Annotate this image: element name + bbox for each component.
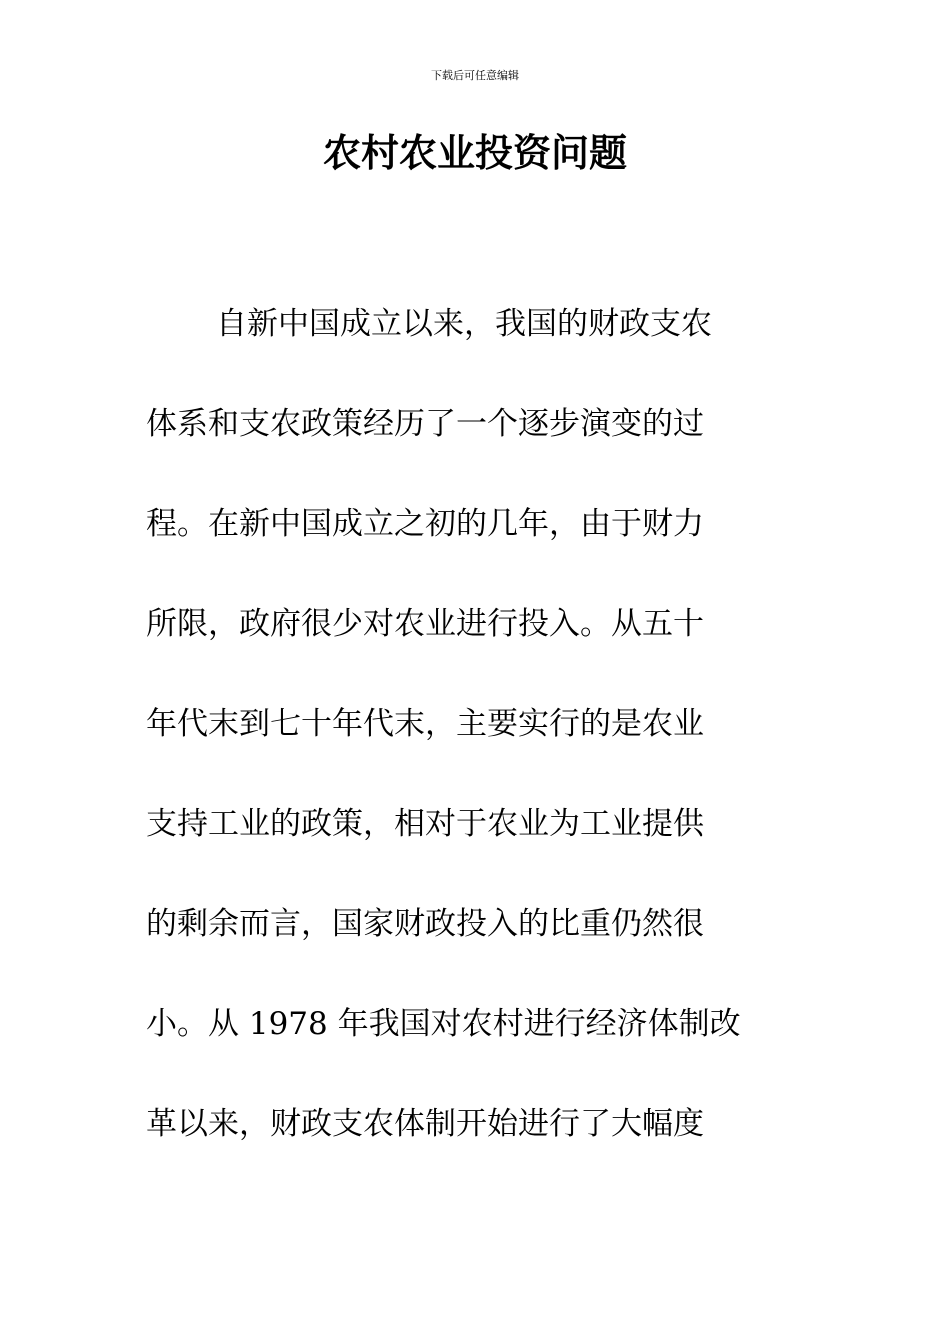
paragraph-line: 的剩余而言，国家财政投入的比重仍然很 <box>146 906 704 942</box>
paragraph-line: 自新中国成立以来，我国的财政支农 <box>216 306 712 342</box>
paragraph-line: 程。在新中国成立之初的几年，由于财力 <box>146 506 704 542</box>
paragraph-line: 所限，政府很少对农业进行投入。从五十 <box>146 606 704 642</box>
paragraph-line: 革以来，财政支农体制开始进行了大幅度 <box>146 1106 704 1142</box>
paragraph-line: 小。从 1978 年我国对农村进行经济体制改 <box>146 1006 741 1042</box>
paragraph-line: 体系和支农政策经历了一个逐步演变的过 <box>146 406 704 442</box>
document-title: 农村农业投资问题 <box>322 130 627 175</box>
paragraph-line: 年代末到七十年代末，主要实行的是农业 <box>146 706 704 742</box>
header-note: 下载后可任意编辑 <box>431 69 519 82</box>
paragraph-line: 支持工业的政策，相对于农业为工业提供 <box>146 806 704 842</box>
